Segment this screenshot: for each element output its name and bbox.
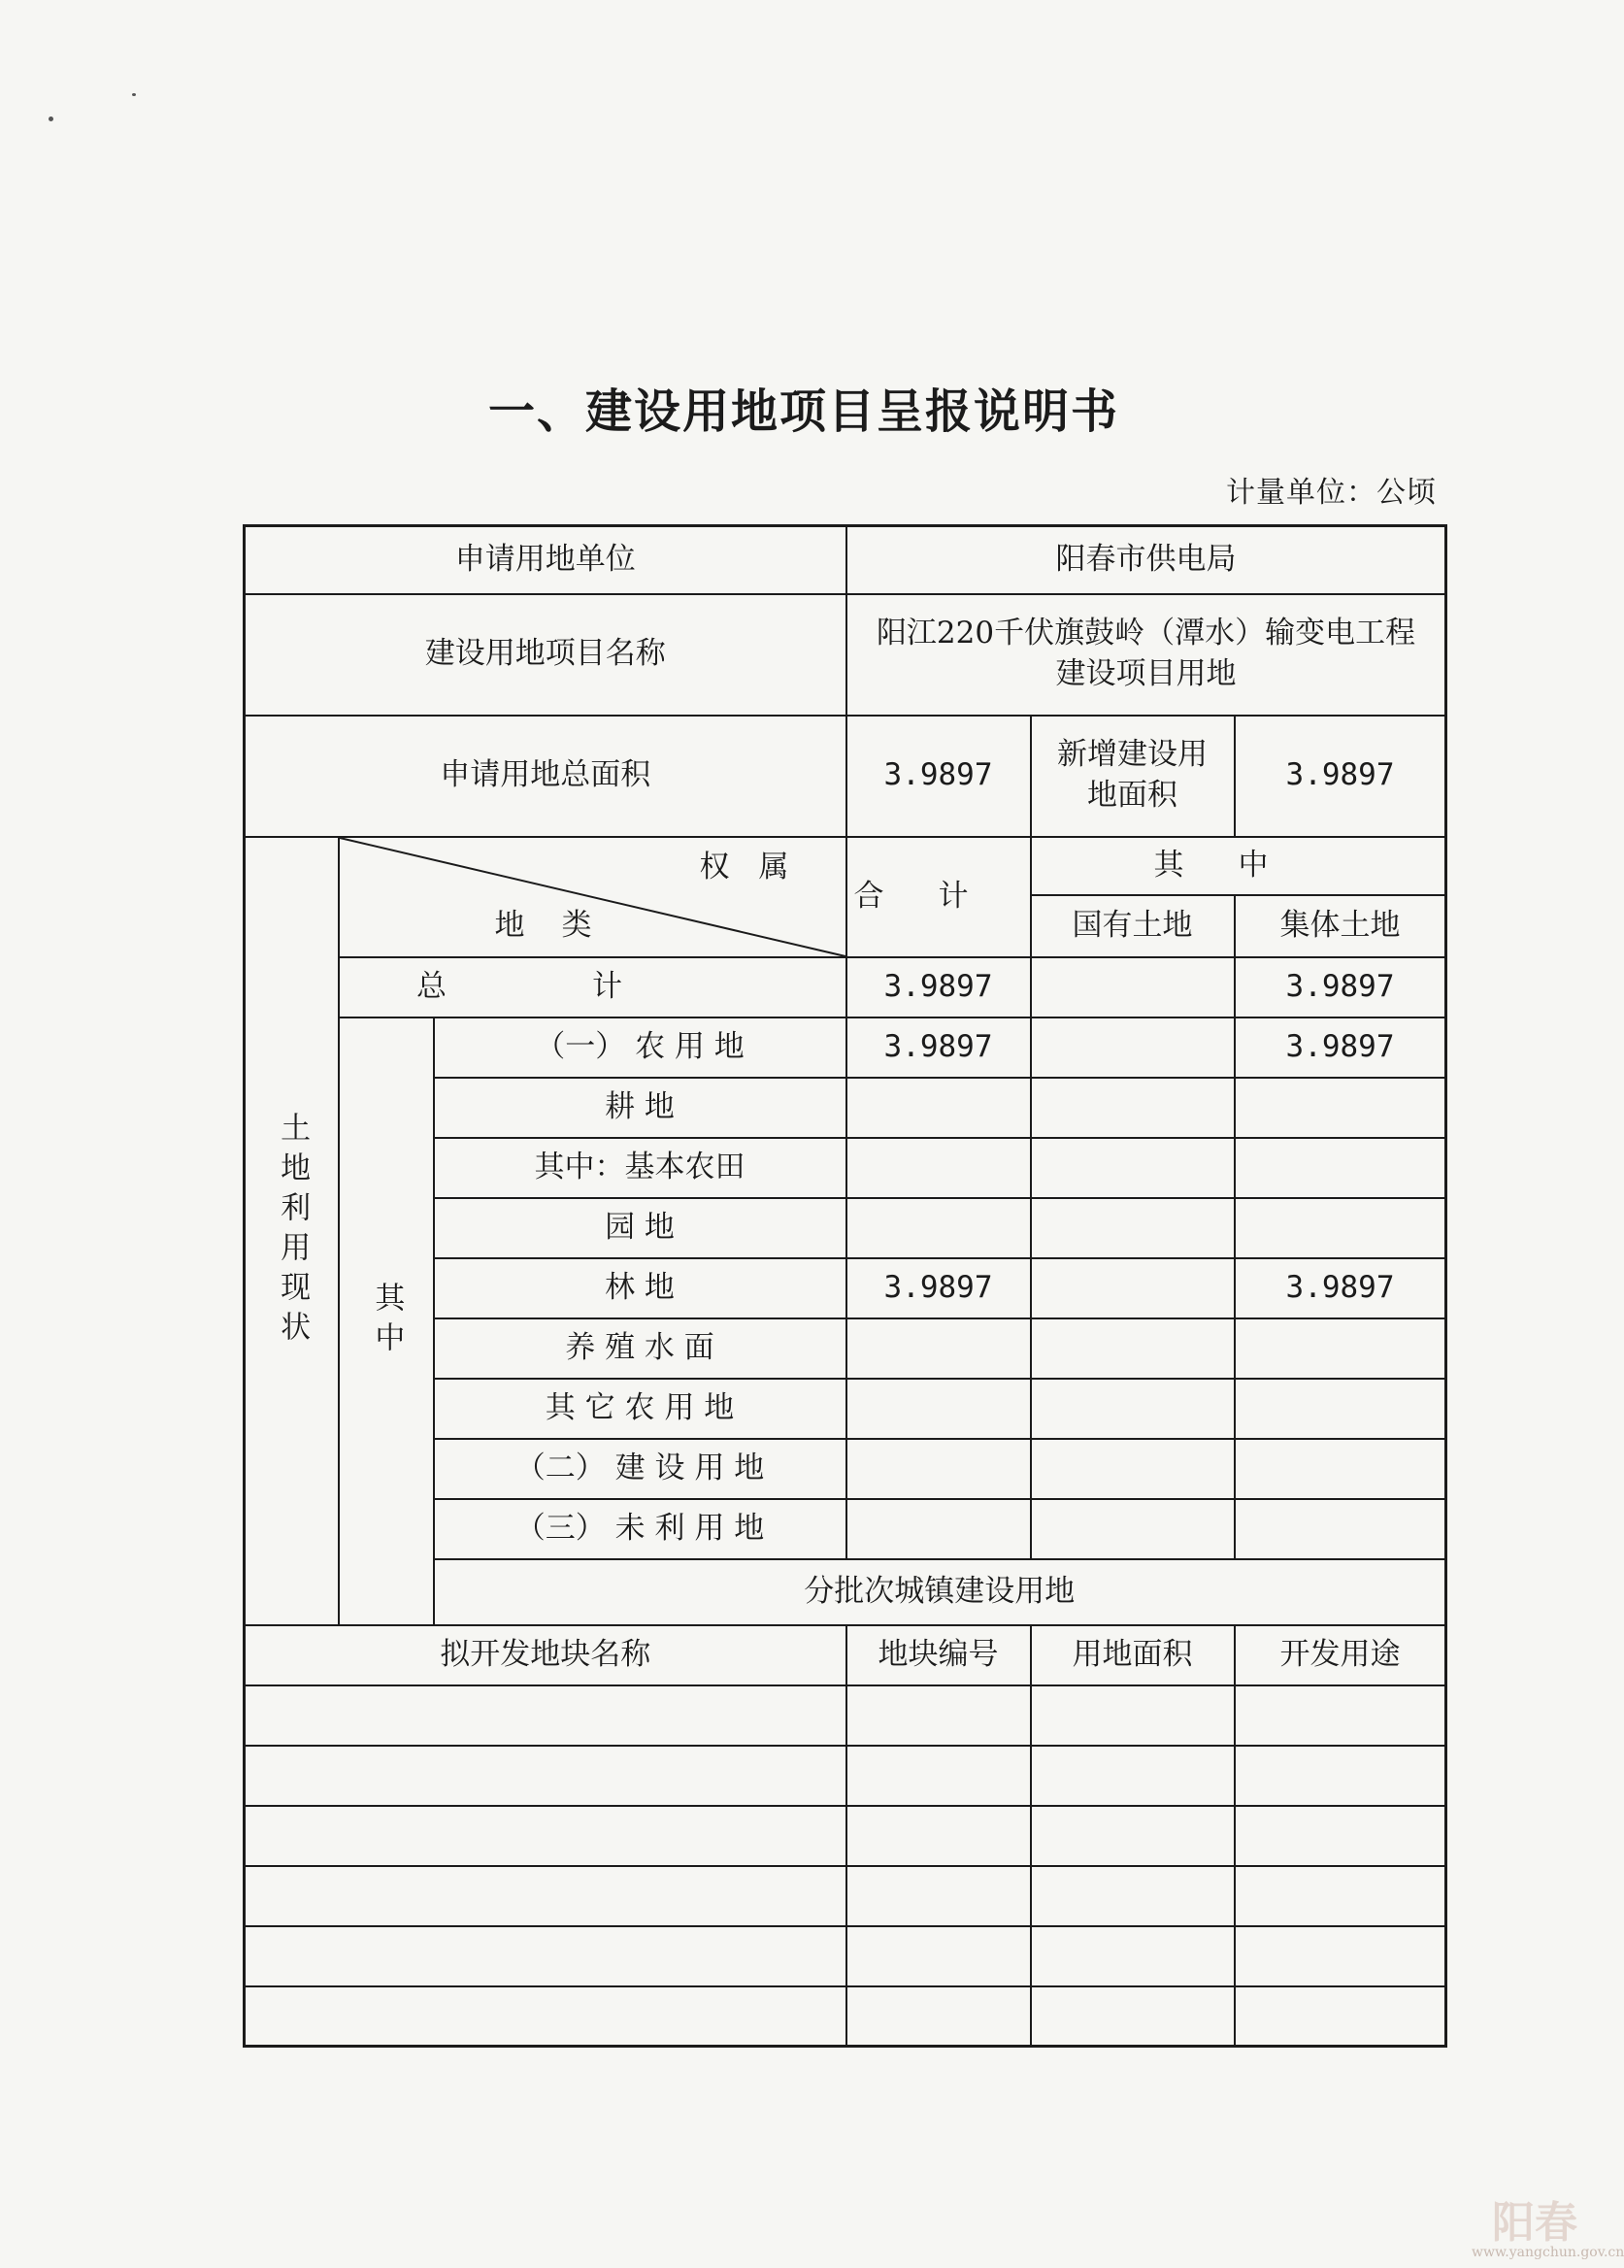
cell-collective: 3.9897 xyxy=(1235,1017,1446,1078)
cell-state xyxy=(1031,1198,1235,1258)
batch-title: 分批次城镇建设用地 xyxy=(434,1559,1446,1625)
batch-cell xyxy=(846,1926,1031,1986)
watermark-logo: 阳春 xyxy=(1492,2198,1577,2248)
total-area-row xyxy=(245,716,1446,837)
total-area-label: 申请用地总面积 xyxy=(245,716,846,837)
cell-collective xyxy=(1235,1379,1446,1439)
batch-col-code: 地块编号 xyxy=(846,1625,1031,1685)
scan-speck xyxy=(132,93,136,96)
row-label: （一） 农 用 地 xyxy=(434,1017,846,1078)
cell-total: 3.9897 xyxy=(846,1017,1031,1078)
row-label: 林 地 xyxy=(434,1258,846,1318)
cell-total xyxy=(846,1499,1031,1559)
cell-total xyxy=(846,1439,1031,1499)
applicant-value: 阳春市供电局 xyxy=(846,526,1446,594)
cell-total: 3.9897 xyxy=(846,957,1031,1017)
cell-collective xyxy=(1235,1318,1446,1379)
cell-state xyxy=(1031,1138,1235,1198)
table-row xyxy=(245,1685,1446,1746)
cell-state xyxy=(1031,1078,1235,1138)
batch-header-row xyxy=(245,1625,1446,1685)
cell-state xyxy=(1031,1379,1235,1439)
col-header-collective-land: 集体土地 xyxy=(1235,895,1446,957)
project-value-line-2: 建设项目用地 xyxy=(1055,656,1237,691)
table-row xyxy=(245,1866,1446,1926)
col-header-total: 合计 xyxy=(846,837,1031,957)
cell-state xyxy=(1031,957,1235,1017)
row-label: 其中：基本农田 xyxy=(434,1138,846,1198)
measurement-unit: 计量单位：公顷 xyxy=(1226,476,1437,510)
watermark-site: www.yangchun.gov.cn xyxy=(1472,2245,1624,2260)
cell-state xyxy=(1031,1258,1235,1318)
row-label: 园 地 xyxy=(434,1198,846,1258)
row-label: （三） 未 利 用 地 xyxy=(434,1499,846,1559)
batch-cell xyxy=(1235,1866,1446,1926)
new-construction-area-label-line-2: 地面积 xyxy=(1087,778,1178,813)
batch-cell xyxy=(846,1866,1031,1926)
cell-total: 3.9897 xyxy=(846,1258,1031,1318)
cell-total xyxy=(846,1318,1031,1379)
cell-collective: 3.9897 xyxy=(1235,1258,1446,1318)
batch-cell xyxy=(1235,1746,1446,1806)
diagonal-top-label: 权属 xyxy=(699,849,818,884)
col-header-of-which: 其中 xyxy=(1031,837,1446,895)
cell-state xyxy=(1031,1318,1235,1379)
table-row xyxy=(245,1017,1446,1078)
batch-cell xyxy=(846,1806,1031,1866)
col-header-state-land: 国有土地 xyxy=(1031,895,1235,957)
cell-collective xyxy=(1235,1499,1446,1559)
batch-cell xyxy=(846,1746,1031,1806)
table-row xyxy=(245,957,1446,1017)
batch-cell xyxy=(1235,1685,1446,1746)
table-row xyxy=(245,1806,1446,1866)
new-construction-area-label xyxy=(1031,716,1235,837)
row-label: 耕 地 xyxy=(434,1078,846,1138)
project-value xyxy=(846,594,1446,716)
new-construction-area-value: 3.9897 xyxy=(1235,716,1446,837)
total-area-value: 3.9897 xyxy=(846,716,1031,837)
batch-col-name: 拟开发地块名称 xyxy=(245,1625,846,1685)
batch-cell xyxy=(245,1866,846,1926)
cell-state xyxy=(1031,1499,1235,1559)
batch-cell xyxy=(245,1746,846,1806)
applicant-label: 申请用地单位 xyxy=(245,526,846,594)
batch-cell xyxy=(1235,1986,1446,2047)
table-row xyxy=(245,1926,1446,1986)
sub-category-label: 其中 xyxy=(339,1017,434,1625)
batch-cell xyxy=(1031,1746,1235,1806)
cell-collective xyxy=(1235,1439,1446,1499)
row-label: （二） 建 设 用 地 xyxy=(434,1439,846,1499)
cell-collective xyxy=(1235,1078,1446,1138)
batch-cell xyxy=(1031,1926,1235,1986)
row-label: 其 它 农 用 地 xyxy=(434,1379,846,1439)
batch-cell xyxy=(1235,1926,1446,1986)
site-watermark xyxy=(1472,2198,1624,2260)
cell-state xyxy=(1031,1439,1235,1499)
table-row xyxy=(245,1986,1446,2047)
land-use-header-row xyxy=(245,837,1446,895)
cell-total xyxy=(846,1078,1031,1138)
row-label: 总计 xyxy=(339,957,846,1017)
project-row xyxy=(245,594,1446,716)
batch-cell xyxy=(1031,1866,1235,1926)
land-use-report-table xyxy=(243,524,1447,2048)
table-row xyxy=(245,1746,1446,1806)
row-label: 养 殖 水 面 xyxy=(434,1318,846,1379)
cell-total xyxy=(846,1379,1031,1439)
batch-cell xyxy=(245,1806,846,1866)
batch-col-use: 开发用途 xyxy=(1235,1625,1446,1685)
new-construction-area-label-line-1: 新增建设用 xyxy=(1057,737,1209,773)
batch-cell xyxy=(245,1685,846,1746)
applicant-row xyxy=(245,526,1446,594)
page-title: 一、建设用地项目呈报说明书 xyxy=(487,384,1119,439)
batch-cell xyxy=(1031,1685,1235,1746)
batch-cell xyxy=(846,1986,1031,2047)
cell-total xyxy=(846,1138,1031,1198)
land-use-side-label: 土地利用现状 xyxy=(245,837,339,1625)
batch-cell xyxy=(1031,1806,1235,1866)
scan-speck xyxy=(49,117,53,121)
cell-state xyxy=(1031,1017,1235,1078)
batch-cell xyxy=(1031,1986,1235,2047)
batch-cell xyxy=(245,1926,846,1986)
project-label: 建设用地项目名称 xyxy=(245,594,846,716)
project-value-line-1: 阳江220千伏旗鼓岭（潭水）输变电工程 xyxy=(876,616,1416,651)
diagonal-header-cell xyxy=(339,837,846,957)
batch-col-area: 用地面积 xyxy=(1031,1625,1235,1685)
batch-cell xyxy=(1235,1806,1446,1866)
cell-collective xyxy=(1235,1198,1446,1258)
cell-collective: 3.9897 xyxy=(1235,957,1446,1017)
batch-cell xyxy=(846,1685,1031,1746)
batch-cell xyxy=(245,1986,846,2047)
diagonal-bottom-label: 地类 xyxy=(494,907,629,943)
cell-collective xyxy=(1235,1138,1446,1198)
cell-total xyxy=(846,1198,1031,1258)
